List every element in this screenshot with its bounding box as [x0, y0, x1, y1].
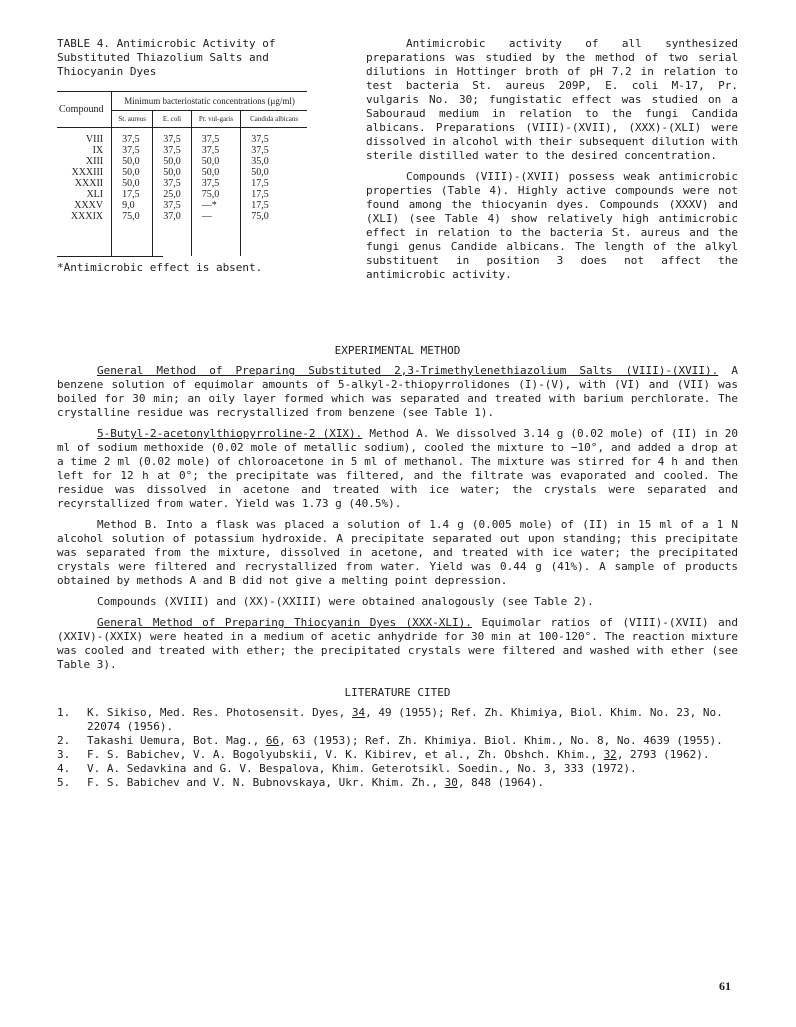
reference-volume: 34: [351, 706, 366, 719]
reference-text: F. S. Babichev, V. A. Bogolyubskii, V. K. Kibirev, et al., Zh. Obshch. Khim.,: [87, 748, 604, 761]
table-row: [57, 145, 307, 156]
footnote-rule: [57, 256, 163, 257]
body-paragraph: [57, 616, 738, 672]
value-cell: 9,0: [112, 200, 153, 211]
body-paragraph: Compounds (VIII)-(XVII) possess weak antimicrobic properties (Table 4). Highly active compounds were not found among the thiocyanin dyes. Compounds (XXXV) and (XLI) (see Table 4) show relatively high antimicrobic effect in relation to the bacteria St. aureus and the fungi genus Candide albicans. The length of the alkyl substituent in position 3 does not affect the antimicrobic activity.: [366, 170, 738, 281]
reference-number: 1.: [57, 706, 71, 719]
page-number: 61: [719, 979, 731, 993]
paragraph-text: Equimolar ratios of (VIII)-(XVII) and (XXIV)-(XXIX) were heated in a medium of acetic anhydride for 30 min at 100-120°. The reaction mixture was cooled and treated with ether; the precipitated crystals were filtered and washed with ether (see Table 3).: [57, 616, 739, 671]
value-cell: 50,0: [112, 178, 153, 189]
reference-item: [57, 762, 738, 776]
section-heading: EXPERIMENTAL METHOD: [334, 344, 461, 357]
value-cell: 50,0: [153, 167, 191, 178]
table-caption: TABLE 4. Antimicrobic Activity of Substituted Thiazolium Salts and Thiocyanin Dyes: [57, 37, 276, 78]
reference-text: , 2793 (1962).: [616, 748, 710, 761]
compound-cell: XXXII: [74, 178, 104, 189]
reference-text: V. A. Sedavkina and G. V. Bespalova, Khim. Geterotsikl. Soedin., No. 3, 333 (1972).: [87, 762, 637, 775]
reference-text: , 848 (1964).: [457, 776, 544, 789]
value-cell: 37,5: [191, 145, 240, 156]
table-row: [57, 167, 307, 178]
value-cell: 17,5: [241, 178, 307, 189]
body-paragraph: Antimicrobic activity of all synthesized preparations was studied by the method of two serial dilutions in Hottinger broth of pH 7.2 in relation to test bacteria St. aureus 209P, E. coli M-17, Pr. vulgaris No. 30; fungistatic effect was studied on a Sabouraud medium in relation to the fungi Candida albicans. Preparations (VIII)-(XVII), (XXX)-(XLI) were dissolved in alcohol with their subsequent dilution with sterile distilled water to the desired concentration.: [366, 37, 738, 162]
value-cell: 37,5: [112, 128, 153, 146]
value-cell: 50,0: [112, 167, 153, 178]
reference-volume: 32: [603, 748, 617, 761]
value-cell: 17,5: [241, 189, 307, 200]
paragraph-text: Method A. We dissolved 3.14 g (0.02 mole) of (II) in 20 ml of sodium methoxide (0.02 mole of metallic sodium), cooled the mixture to −10°, and added a drop at a time 2 ml (0.02 mole) of chloroacetone in 5 ml of methanol. The mixture was stirred for 4 h and then left for 12 h at 0°; the precipitate was filtered, and the filtrate was evaporated and cooled. The residue was dissolved in acetone and treated with ice water; the crystals were separated and recyrstallized from water. Yield was 1.73 g (40.5%).: [57, 427, 739, 510]
value-cell: 17,5: [112, 189, 153, 200]
compound-header: Compound: [57, 92, 112, 128]
compound-cell: IX: [92, 145, 104, 156]
reference-text: Takashi Uemura, Bot. Mag.,: [87, 734, 266, 747]
body-paragraph: Compounds (XVIII) and (XX)-(XXIII) were obtained analogously (see Table 2).: [97, 595, 594, 608]
compound-cell: XXXIII: [71, 167, 104, 178]
value-cell: —*: [191, 200, 240, 211]
value-cell: 75,0: [241, 211, 307, 256]
body-paragraph: [57, 364, 738, 420]
reference-text: , 49 (1955); Ref. Zh. Khimiya, Biol. Khim. No. 23, No. 22074 (1956).: [87, 706, 723, 733]
value-cell: 50,0: [112, 156, 153, 167]
value-cell: 35,0: [241, 156, 307, 167]
value-cell: 50,0: [153, 156, 191, 167]
value-cell: 37,5: [153, 200, 191, 211]
value-cell: 75,0: [112, 211, 153, 256]
column-header: E. coli: [153, 111, 191, 128]
body-paragraph: Method B. Into a flask was placed a solution of 1.4 g (0.005 mole) of (II) in 15 ml of a 1 N alcohol solution of potassium hydroxide. A precipitate separated out upon standing; this precipitate was separated from the mixture, dissolved in acetone, and treated with ice water; the precipitated crystals were filtered and recrystallized from water. Yield was 0.44 g (41%). A sample of products obtained by methods A and B did not give a melting point depression.: [57, 518, 738, 587]
table-row: [57, 128, 307, 146]
table-row: [57, 178, 307, 189]
value-cell: 37,5: [191, 128, 240, 146]
min-concentration-header: Minimum bacteriostatic concentrations (μg/ml): [112, 92, 307, 111]
compound-cell: XIII: [85, 156, 104, 167]
reference-volume: 30: [444, 776, 458, 789]
value-cell: —: [191, 211, 240, 256]
right-column: [366, 37, 738, 282]
reference-number: 2.: [57, 734, 71, 747]
compound-cell: XXXV: [74, 200, 104, 211]
value-cell: 17,5: [241, 200, 307, 211]
body-paragraph: [57, 427, 738, 511]
reference-volume: 66: [265, 734, 280, 747]
antimicrobic-table: [57, 91, 307, 256]
table-row: [57, 200, 307, 211]
paragraph-title: General Method of Preparing Substituted 2,3-Trimethylenethiazolium Salts (VIII)-(XVII).: [97, 364, 719, 377]
table-column: [57, 37, 307, 275]
reference-item: [57, 706, 738, 734]
table-row: [57, 156, 307, 167]
table-row: [57, 211, 307, 256]
value-cell: 37,5: [153, 178, 191, 189]
compound-cell: XLI: [86, 189, 104, 200]
reference-number: 3.: [57, 748, 71, 761]
value-cell: 37,5: [241, 128, 307, 146]
column-header: Candida albicans: [241, 111, 307, 128]
table-footnote: *Antimicrobic effect is absent.: [57, 261, 263, 274]
value-cell: 37,0: [153, 211, 191, 256]
compound-cell: VIII: [85, 134, 104, 145]
value-cell: 37,5: [112, 145, 153, 156]
value-cell: 50,0: [191, 167, 240, 178]
table-row: [57, 189, 307, 200]
value-cell: 75,0: [191, 189, 240, 200]
experimental-section: [57, 342, 738, 790]
paragraph-text: A benzene solution of equimolar amounts of 5-alkyl-2-thiopyrrolidones (I)-(V), with (VI) and (VII) was boiled for 30 min; an oily layer formed which was separated and treated with barium perchlorate. The crystalline residue was recrystallized from benzene (see Table 1).: [57, 364, 738, 419]
reference-item: [57, 734, 738, 748]
value-cell: 37,5: [191, 178, 240, 189]
column-header: Pr. vul-garis: [191, 111, 240, 128]
value-cell: 37,5: [153, 145, 191, 156]
reference-text: K. Sikiso, Med. Res. Photosensit. Dyes,: [87, 706, 352, 719]
value-cell: 25,0: [153, 189, 191, 200]
column-header: St. aureus: [112, 111, 153, 128]
value-cell: 50,0: [191, 156, 240, 167]
literature-heading: LITERATURE CITED: [344, 686, 451, 699]
paragraph-title: General Method of Preparing Thiocyanin Dyes (XXX-XLI).: [97, 616, 472, 629]
reference-number: 4.: [57, 762, 71, 775]
reference-number: 5.: [57, 776, 71, 789]
reference-text: F. S. Babichev and V. N. Bubnovskaya, Ukr. Khim. Zh.,: [87, 776, 445, 789]
reference-item: [57, 776, 738, 790]
value-cell: 37,5: [153, 128, 191, 146]
reference-item: [57, 748, 738, 762]
reference-text: , 63 (1953); Ref. Zh. Khimiya. Biol. Khim., No. 8, No. 4639 (1955).: [279, 734, 723, 747]
value-cell: 50,0: [241, 167, 307, 178]
compound-cell: XXXIX: [70, 211, 104, 222]
paragraph-title: 5-Butyl-2-acetonylthiopyrroline-2 (XIX).: [97, 427, 363, 440]
value-cell: 37,5: [241, 145, 307, 156]
reference-list: [57, 706, 738, 790]
